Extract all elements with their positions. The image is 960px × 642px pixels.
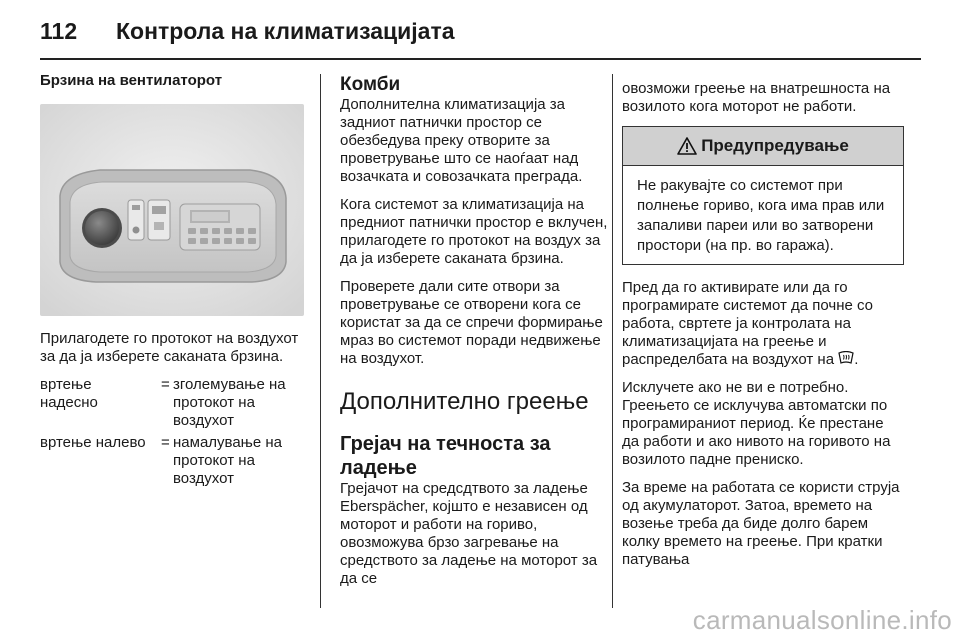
column-divider — [320, 74, 321, 608]
definition-desc: намалување на протокот на воздухот — [173, 434, 282, 487]
column-left — [40, 72, 304, 492]
coolant-heater-heading: Грејач на течноста за ладење — [340, 433, 551, 479]
section-heading: Дополнително греење — [340, 388, 589, 415]
definition-desc: зголемување на протокот на воздухот — [173, 376, 286, 429]
warning-header — [623, 127, 903, 166]
equals-sign: = — [161, 434, 170, 451]
column-middle — [340, 74, 610, 598]
header-divider — [40, 58, 921, 60]
definition-row — [40, 376, 304, 430]
paragraph: Проверете дали сите отвори за проветрување се отворени кога се користат за да се спречи формирање мраз во системот поради недвижење на воздухот. — [340, 278, 603, 367]
page-number: 112 — [40, 18, 78, 44]
definition-term: вртење надесно — [40, 376, 98, 411]
paragraph: Кога системот за климатизација на предниот патнички простор е вклучен, прилагодете го протокот на воздух за да ја изберете саканата брзина. — [340, 196, 608, 267]
paragraph: Дополнителна климатизација за задниот патнички простор се обезбедува преку отворите за проветрување што се наоѓаат над возачката и совозачката преграда. — [340, 96, 583, 185]
fan-speed-intro: Прилагодете го протокот на воздухот за да ја изберете саканата брзина. — [40, 330, 299, 365]
paragraph-text: Пред да го активирате или да го програмирате системот да почне со работа, свртете ја контролата на климатизацијата на греење и распределбата на воздухот на — [622, 279, 874, 368]
warning-box — [622, 126, 904, 265]
warning-triangle-icon — [677, 137, 697, 155]
column-divider — [612, 74, 613, 608]
warning-text: Не ракувајте со системот при полнење гориво, кога има прав или запаливи пареи или во затворени простори (на пр. во гаража). — [637, 177, 885, 254]
page-header — [40, 10, 920, 58]
chapter-title: Контрола на климатизацијата — [116, 18, 455, 44]
paragraph-end: . — [854, 351, 859, 368]
definition-row — [40, 434, 304, 488]
warning-title: Предупредување — [701, 136, 849, 155]
combi-heading: Комби — [340, 74, 401, 95]
paragraph: Исклучете ако не ви е потребно. Греењето се исклучува автоматски по програмираниот период. Ќе престане да работи и ако нивото на горивото на возилото падне прениско. — [622, 379, 891, 468]
watermark: carmanualsonline.info — [692, 605, 952, 635]
definition-list — [40, 376, 304, 488]
paragraph: Грејачот на средсдтвото за ладење Eberspächer, којшто е независен од моторот и работи на гориво, овозможува брзо загревање на средството за ладење на моторот за да се — [340, 480, 598, 587]
rear-climate-control-photo — [40, 104, 304, 316]
paragraph — [622, 279, 904, 369]
air-distribution-windscreen-icon — [838, 351, 854, 365]
fan-speed-heading: Брзина на вентилаторот — [40, 72, 223, 89]
equals-sign: = — [161, 376, 170, 393]
paragraph: За време на работата се користи струја од акумулаторот. Затоа, времето на возење треба да биде долго барем колку времето на греење. При кратки патувања — [622, 479, 900, 568]
paragraph: овозможи греење на внатрешноста на возилото кога моторот не работи. — [622, 80, 891, 115]
column-right — [622, 80, 904, 579]
definition-term: вртење налево — [40, 434, 146, 451]
